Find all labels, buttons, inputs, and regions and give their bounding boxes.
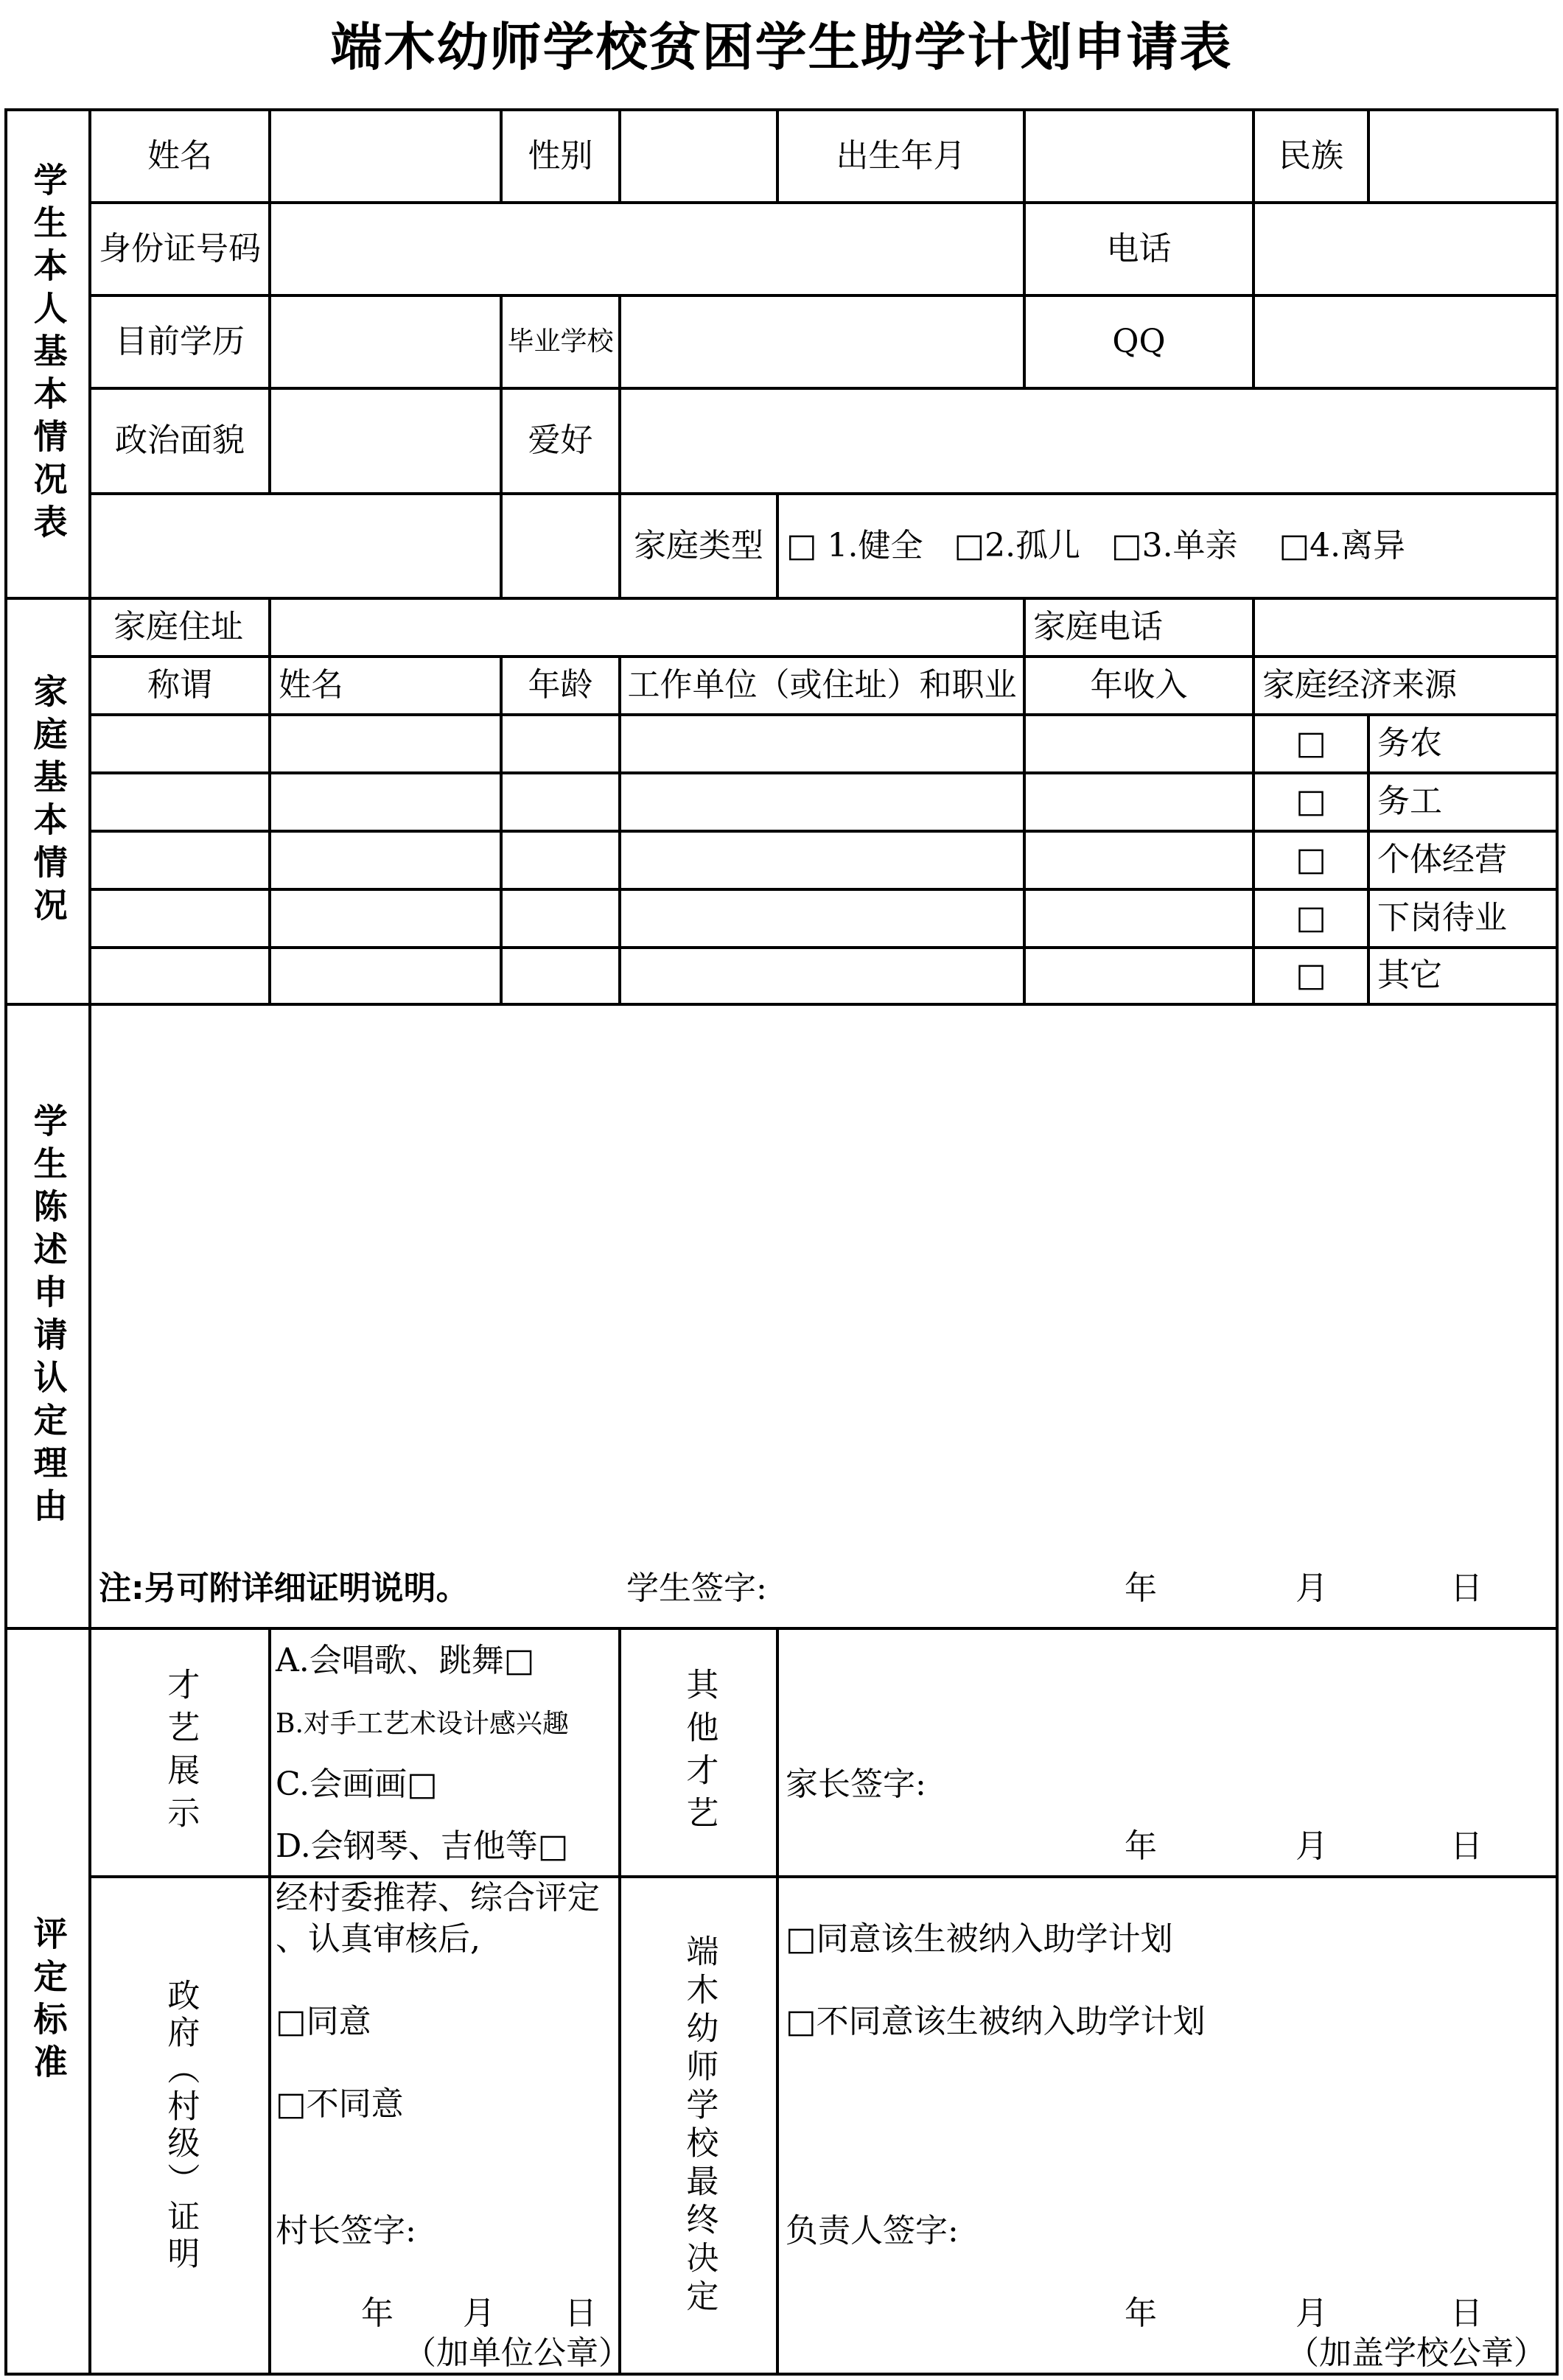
qq-label: QQ [1023, 294, 1255, 390]
statement-year: 年 [1125, 1569, 1157, 1607]
statement-day: 日 [1450, 1569, 1483, 1607]
member-cell[interactable] [1023, 888, 1255, 949]
member-cell[interactable] [268, 946, 503, 1006]
phone-label: 电话 [1023, 201, 1255, 297]
other-talent-label: 其他才艺 [618, 1627, 779, 1878]
family-type-label: 家庭类型 [618, 492, 779, 600]
statement-note: 注:另可附详细证明说明。 [99, 1569, 469, 1607]
member-cell[interactable] [268, 830, 503, 891]
id-label: 身份证号码 [88, 201, 271, 297]
source-checkbox[interactable]: □ [1252, 771, 1370, 833]
birth-field[interactable] [1023, 108, 1255, 204]
statement-area[interactable] [88, 1003, 1559, 1630]
member-cell[interactable] [500, 771, 621, 833]
member-cell[interactable] [618, 713, 1026, 774]
gov-label: 政府︵村级︶证明 [88, 1875, 271, 2376]
talent-option-d[interactable]: D.会钢琴、吉他等□ [276, 1827, 569, 1865]
member-cell[interactable] [88, 888, 271, 949]
source-checkbox[interactable]: □ [1252, 830, 1370, 891]
address-field[interactable] [268, 597, 1026, 658]
col-name: 姓名 [268, 655, 503, 716]
school-decision-label: 端木幼师学校最终决定 [618, 1875, 779, 2376]
col-source: 家庭经济来源 [1252, 655, 1559, 716]
parent-signature-label: 家长签字: [786, 1765, 926, 1803]
gov-day: 日 [564, 2295, 597, 2332]
section-label-family: 家庭基本情况 [4, 597, 91, 1006]
member-cell[interactable] [268, 713, 503, 774]
village-head-signature: 村长签字: [276, 2212, 416, 2250]
source-checkbox[interactable]: □ [1252, 888, 1370, 949]
gov-agree-checkbox[interactable]: □同意 [276, 2003, 371, 2040]
name-field[interactable] [268, 108, 503, 204]
school-day: 日 [1450, 2295, 1483, 2332]
ethnicity-field[interactable] [1367, 108, 1559, 204]
education-label: 目前学历 [88, 294, 271, 390]
talent-month: 月 [1295, 1827, 1328, 1865]
statement-month: 月 [1295, 1569, 1328, 1607]
member-cell[interactable] [500, 830, 621, 891]
gender-label: 性别 [500, 108, 621, 204]
family-type-options[interactable]: □ 1.健全 □2.孤儿 □3.单亲 □4.离异 [776, 492, 1559, 600]
id-field[interactable] [268, 201, 1026, 297]
political-label: 政治面貌 [88, 387, 271, 495]
name-label: 姓名 [88, 108, 271, 204]
other-talent-field[interactable] [776, 1627, 1559, 1878]
member-cell[interactable] [88, 713, 271, 774]
political-field[interactable] [268, 387, 503, 495]
school-field[interactable] [618, 294, 1026, 390]
member-cell[interactable] [500, 713, 621, 774]
member-cell[interactable] [268, 771, 503, 833]
col-age: 年龄 [500, 655, 621, 716]
member-cell[interactable] [1023, 771, 1255, 833]
member-cell[interactable] [1023, 830, 1255, 891]
qq-field[interactable] [1252, 294, 1559, 390]
gov-seal-note: （加单位公章） [404, 2334, 631, 2372]
ethnicity-label: 民族 [1252, 108, 1370, 204]
member-cell[interactable] [1023, 946, 1255, 1006]
member-cell[interactable] [618, 946, 1026, 1006]
school-month: 月 [1295, 2295, 1328, 2332]
member-cell[interactable] [88, 830, 271, 891]
hobby-label: 爱好 [500, 387, 621, 495]
gov-text-2: 、认真审核后, [276, 1920, 480, 1958]
member-cell[interactable] [500, 888, 621, 949]
section-label-evaluation: 评定标准 [4, 1627, 91, 2376]
form-title: 端木幼师学校贫困学生助学计划申请表 [330, 17, 1233, 77]
blank-cell-b [500, 492, 621, 600]
hobby-field[interactable] [618, 387, 1559, 495]
section-label-statement: 学生陈述申请认定理由 [4, 1003, 91, 1630]
member-cell[interactable] [268, 888, 503, 949]
blank-cell-a [88, 492, 503, 600]
source-label: 个体经营 [1367, 830, 1559, 891]
source-label: 务工 [1367, 771, 1559, 833]
col-relation: 称谓 [88, 655, 271, 716]
member-cell[interactable] [618, 771, 1026, 833]
source-checkbox[interactable]: □ [1252, 713, 1370, 774]
gov-disagree-checkbox[interactable]: □不同意 [276, 2085, 404, 2123]
gov-month: 月 [463, 2295, 495, 2332]
source-label: 其它 [1367, 946, 1559, 1006]
school-label: 毕业学校 [500, 294, 621, 390]
school-year: 年 [1125, 2295, 1157, 2332]
member-cell[interactable] [1023, 713, 1255, 774]
talent-year: 年 [1125, 1827, 1157, 1865]
school-disagree-checkbox[interactable]: □不同意该生被纳入助学计划 [786, 2003, 1206, 2040]
birth-label: 出生年月 [776, 108, 1026, 204]
education-field[interactable] [268, 294, 503, 390]
source-checkbox[interactable]: □ [1252, 946, 1370, 1006]
address-label: 家庭住址 [88, 597, 271, 658]
talent-day: 日 [1450, 1827, 1483, 1865]
member-cell[interactable] [88, 946, 271, 1006]
person-in-charge-signature: 负责人签字: [786, 2212, 959, 2250]
school-agree-checkbox[interactable]: □同意该生被纳入助学计划 [786, 1920, 1173, 1958]
member-cell[interactable] [618, 830, 1026, 891]
source-label: 下岗待业 [1367, 888, 1559, 949]
home-phone-field[interactable] [1252, 597, 1559, 658]
col-income: 年收入 [1023, 655, 1255, 716]
section-label-basic: 学生本人基本情况表 [4, 108, 91, 600]
gender-field[interactable] [618, 108, 779, 204]
school-seal-note: （加盖学校公章） [1287, 2334, 1546, 2372]
student-signature-label: 学生签字: [626, 1569, 767, 1607]
member-cell[interactable] [88, 771, 271, 833]
talent-option-a[interactable]: A.会唱歌、跳舞□ [276, 1642, 535, 1679]
phone-field[interactable] [1252, 201, 1559, 297]
talent-option-c[interactable]: C.会画画□ [276, 1765, 438, 1803]
talent-option-b[interactable]: B.对手工艺术设计感兴趣 [276, 1709, 569, 1739]
source-label: 务农 [1367, 713, 1559, 774]
talent-label: 才艺展示 [88, 1627, 271, 1878]
col-work: 工作单位（或住址）和职业 [618, 655, 1026, 716]
gov-text-1: 经村委推荐、综合评定 [276, 1879, 600, 1917]
member-cell[interactable] [618, 888, 1026, 949]
gov-year: 年 [361, 2295, 394, 2332]
home-phone-label: 家庭电话 [1023, 597, 1255, 658]
member-cell[interactable] [500, 946, 621, 1006]
